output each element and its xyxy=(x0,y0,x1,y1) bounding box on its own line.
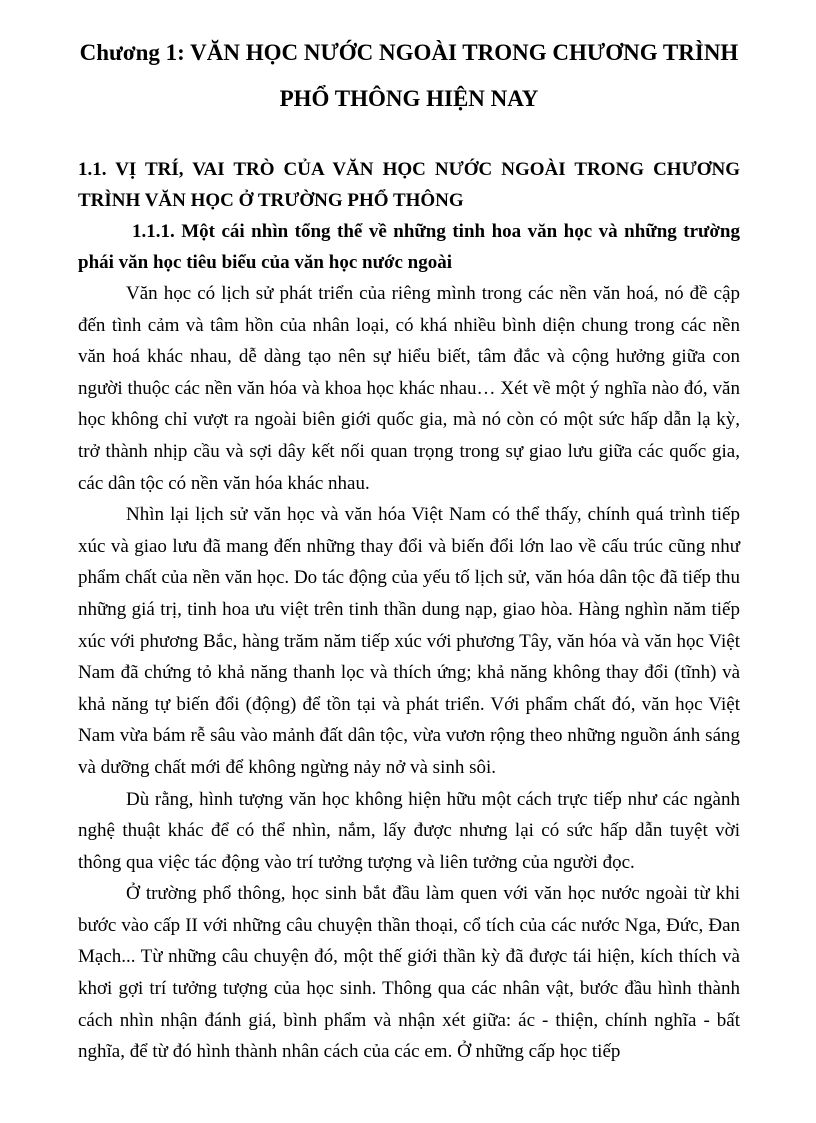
chapter-title: Chương 1: VĂN HỌC NƯỚC NGOÀI TRONG CHƯƠNG TRÌNH PHỔ THÔNG HIỆN NAY xyxy=(79,40,739,111)
body-paragraph: Nhìn lại lịch sử văn học và văn hóa Việt Nam có thể thấy, chính quá trình tiếp xúc và giao lưu đã mang đến những thay đổi và biến đổi lớn lao về cấu trúc cũng như phẩm chất của nền văn học. Do tác động của yếu tố lịch sử, văn hóa dân tộc đã tiếp thu những giá trị, tinh hoa ưu việt trên tinh thần dung nạp, giao hòa. Hàng nghìn năm tiếp xúc với phương Bắc, hàng trăm năm tiếp xúc với phương Tây, văn hóa và văn học Việt Nam đã chứng tỏ khả năng thanh lọc và thích ứng; khả năng không thay đổi (tĩnh) và khả năng tự biến đổi (động) để tồn tại và phát triển. Với phẩm chất đó, văn học Việt Nam vừa bám rễ sâu vào mảnh đất dân tộc, vừa vươn rộng theo những nguồn ánh sáng và dưỡng chất mới để không ngừng nảy nở và sinh sôi. xyxy=(78,504,740,778)
body-paragraph: Dù rằng, hình tượng văn học không hiện hữu một cách trực tiếp như các ngành nghệ thuật khác để có thể nhìn, nắm, lấy được nhưng lại có sức hấp dẫn tuyệt vời thông qua việc tác động vào trí tưởng tượng và liên tưởng của người đọc. xyxy=(78,788,740,873)
section-heading: 1.1. VỊ TRÍ, VAI TRÒ CỦA VĂN HỌC NƯỚC NGOÀI TRONG CHƯƠNG TRÌNH VĂN HỌC Ở TRƯỜNG PHỔ THÔNG xyxy=(78,159,740,211)
document-page xyxy=(78,30,740,1068)
body-paragraph: Ở trường phổ thông, học sinh bắt đầu làm quen với văn học nước ngoài từ khi bước vào cấp II với những câu chuyện thần thoại, cổ tích của các nước Nga, Đức, Đan Mạch... Từ những câu chuyện đó, một thế giới thần kỳ đã được tái hiện, kích thích và khơi gợi trí tưởng tượng của học sinh. Thông qua các nhân vật, bước đầu hình thành cách nhìn nhận đánh giá, bình phẩm và nhận xét giữa: ác - thiện, chính nghĩa - bất nghĩa, để từ đó hình thành nhân cách của các em. Ở những cấp học tiếp xyxy=(78,883,740,1063)
body-paragraph: Văn học có lịch sử phát triển của riêng mình trong các nền văn hoá, nó đề cập đến tình cảm và tâm hồn của nhân loại, có khá nhiều bình diện chung trong các nền văn hoá khác nhau, dễ dàng tạo nên sự hiểu biết, tâm đắc và cộng hưởng giữa con người thuộc các nền văn hóa và khoa học khác nhau… Xét về một ý nghĩa nào đó, văn học không chỉ vượt ra ngoài biên giới quốc gia, mà nó còn có một sức hấp dẫn lạ kỳ, trở thành nhịp cầu và sợi dây kết nối quan trọng trong sự giao lưu giữa các quốc gia, các dân tộc có nền văn hóa khác nhau. xyxy=(78,283,740,494)
subsection-heading: 1.1.1. Một cái nhìn tổng thể về những tinh hoa văn học và những trường phái văn học tiêu biểu của văn học nước ngoài xyxy=(78,221,740,273)
